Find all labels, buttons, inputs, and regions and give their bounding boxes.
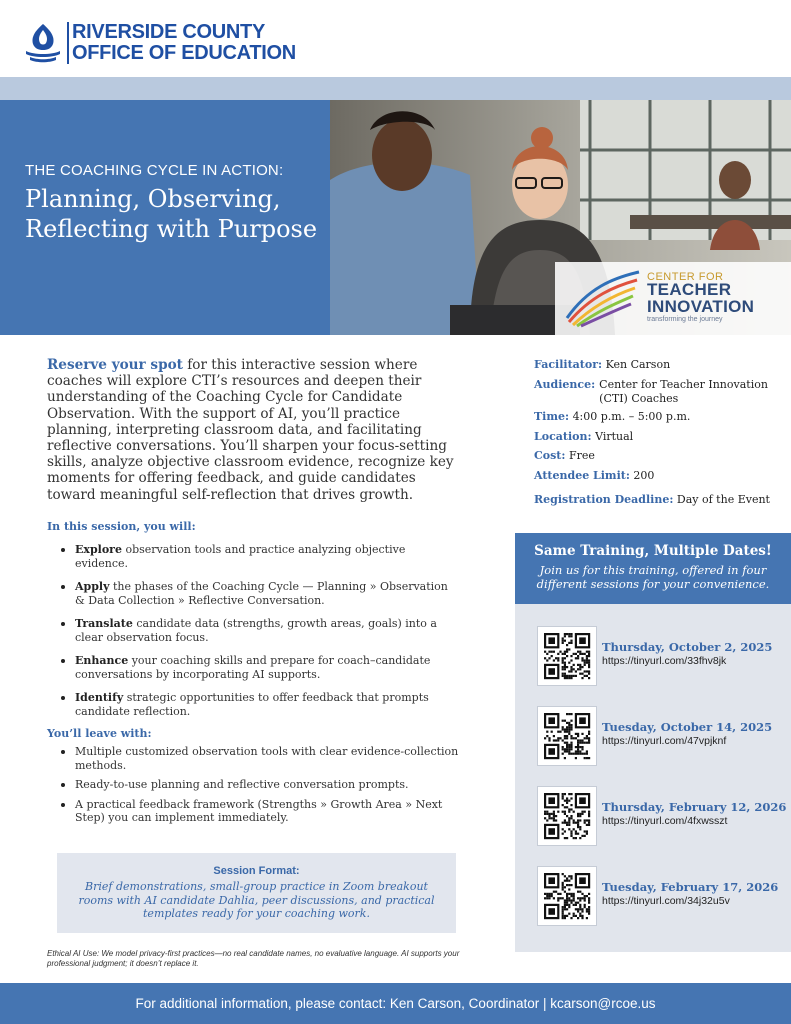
list-item: Translate candidate data (strengths, growth areas, goals) into a clear observation focus. <box>47 617 459 644</box>
detail-location: Location: Virtual <box>534 430 634 443</box>
cti-badge <box>555 262 791 335</box>
session-format-box <box>57 853 456 933</box>
list-item: Apply the phases of the Coaching Cycle — Planning » Observation & Data Collection » Reflective Conversation. <box>47 580 459 607</box>
list-item: Explore observation tools and practice analyzing objective evidence. <box>47 543 459 570</box>
date-entry[interactable] <box>537 866 787 926</box>
torch-logo-icon <box>22 22 64 64</box>
leave-list <box>47 745 459 825</box>
dates-title: Same Training, Multiple Dates! <box>534 543 772 559</box>
list-item: Enhance your coaching skills and prepare for coach–candidate conversations by incorporating AI supports. <box>47 654 459 681</box>
org-name-line2: OFFICE OF EDUCATION <box>72 42 296 64</box>
qr-code-icon[interactable] <box>537 626 597 686</box>
intro-paragraph <box>47 357 457 503</box>
page-header <box>0 0 791 77</box>
date-label: Tuesday, October 14, 2025 <box>602 720 773 734</box>
session-list <box>47 543 459 718</box>
list-item: Identify strategic opportunities to offer feedback that prompts candidate reflection. <box>47 691 459 718</box>
date-label: Thursday, October 2, 2025 <box>602 640 773 654</box>
cti-line2: TEACHER <box>647 280 732 299</box>
date-label: Tuesday, February 17, 2026 <box>602 880 779 894</box>
detail-attendee-limit: Attendee Limit: 200 <box>534 469 655 482</box>
session-heading: In this session, you will: <box>47 520 196 533</box>
intro-lead: Reserve your spot <box>47 357 183 373</box>
registration-link[interactable]: https://tinyurl.com/47vpjknf <box>602 735 727 747</box>
detail-registration-deadline: Registration Deadline: Day of the Event <box>534 493 770 506</box>
list-item: A practical feedback framework (Strengths » Growth Area » Next Step) you can implement immediately. <box>47 798 459 825</box>
cti-line3: INNOVATION <box>647 297 755 316</box>
detail-time: Time: 4:00 p.m. – 5:00 p.m. <box>534 410 691 423</box>
date-entry[interactable] <box>537 626 787 686</box>
logo-divider <box>67 22 69 64</box>
ethical-ai-note: Ethical AI Use: We model privacy-first practices—no real candidate names, no evaluative language. AI supports your professional judgment; it doesn’t replace it. <box>47 949 460 968</box>
org-name-line1: RIVERSIDE COUNTY <box>72 21 266 43</box>
detail-facilitator: Facilitator: Ken Carson <box>534 358 671 371</box>
qr-code-icon[interactable] <box>537 706 597 766</box>
hero-title: Planning, Observing, Reflecting with Purpose <box>25 185 318 243</box>
date-label: Thursday, February 12, 2026 <box>602 800 787 814</box>
contact-footer: For additional information, please contact: Ken Carson, Coordinator | kcarson@rcoe.us <box>0 983 791 1024</box>
intro-text: for this interactive session where coaches will explore CTI’s resources and deepen their understanding of the Coaching Cycle for Candidate Observation. With the support of AI, you’ll practice planning, interpreting classroom data, and facilitating reflective conversations. You’ll sharpen your focus-setting skills, analyze objective classroom evidence, recognize key moments for offering feedback, and guide candidates toward meaningful self-reflection that drives growth. <box>47 357 454 503</box>
qr-code-icon[interactable] <box>537 786 597 846</box>
header-band <box>0 77 791 100</box>
dates-header <box>515 533 791 604</box>
cti-tagline: transforming the journey <box>647 316 723 323</box>
hero-kicker: THE COACHING CYCLE IN ACTION: <box>25 162 284 179</box>
cti-wordmark <box>647 281 754 315</box>
cti-swoosh-icon <box>563 268 641 328</box>
format-title: Session Format: <box>213 865 300 877</box>
detail-cost: Cost: Free <box>534 449 595 462</box>
registration-link[interactable]: https://tinyurl.com/34j32u5v <box>602 895 730 907</box>
leave-heading: You’ll leave with: <box>47 727 152 740</box>
date-entry[interactable] <box>537 786 787 846</box>
registration-link[interactable]: https://tinyurl.com/4fxwsszt <box>602 815 728 827</box>
list-item: Multiple customized observation tools with clear evidence-collection methods. <box>47 745 459 772</box>
date-entry[interactable] <box>537 706 787 766</box>
list-item: Ready-to-use planning and reflective conversation prompts. <box>47 778 459 792</box>
dates-subtitle: Join us for this training, offered in four different sessions for your convenience. <box>536 563 770 591</box>
qr-code-icon[interactable] <box>537 866 597 926</box>
cti-line1: CENTER FOR <box>647 271 724 283</box>
org-name <box>72 22 296 64</box>
format-text: Brief demonstrations, small-group practice in Zoom breakout rooms with AI candidate Dahlia, peer discussions, and practical templates ready for your coaching work. <box>78 880 435 920</box>
registration-link[interactable]: https://tinyurl.com/33fhv8jk <box>602 655 727 667</box>
detail-audience: Audience: Center for Teacher Innovation (CTI) Coaches <box>534 378 768 405</box>
